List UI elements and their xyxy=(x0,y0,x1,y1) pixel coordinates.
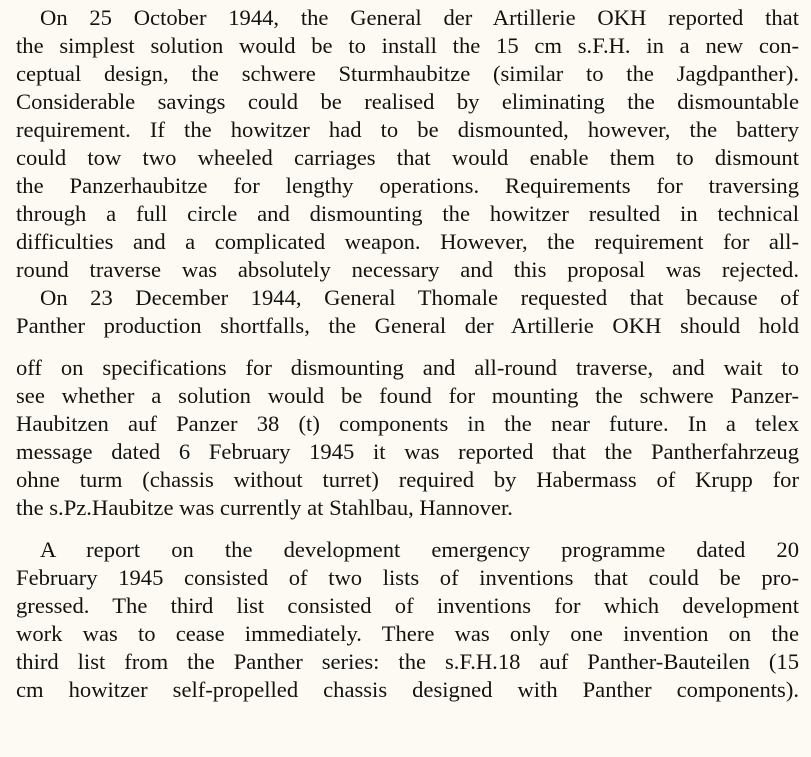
paragraph-1-line-6: could tow two wheeled carriages that would enable them to dismount xyxy=(16,145,799,170)
paragraph-3-line-1: A report on the development emergency programme dated 20 xyxy=(40,537,799,562)
paragraph-3-line-6: cm howitzer self-propelled chassis designed with Panther components). xyxy=(16,677,799,702)
paragraph-3-line-2: February 1945 consisted of two lists of inventions that could be pro- xyxy=(16,565,799,590)
paragraph-2-line-1: On 23 December 1944, General Thomale requested that because of xyxy=(40,285,799,310)
paragraph-1-line-4: Considerable savings could be realised by eliminating the dismountable xyxy=(16,89,799,114)
paragraph-1-line-3: ceptual design, the schwere Sturmhaubitze (similar to the Jagdpanther). xyxy=(16,61,799,86)
paragraph-1-line-5: requirement. If the howitzer had to be dismounted, however, the battery xyxy=(16,117,799,142)
paragraph-2-line-4: see whether a solution would be found for mounting the schwere Panzer- xyxy=(16,383,799,408)
paragraph-2-line-2: Panther production shortfalls, the General der Artillerie OKH should hold xyxy=(16,313,799,338)
paragraph-2-line-5: Haubitzen auf Panzer 38 (t) components in the near future. In a telex xyxy=(16,411,799,436)
paragraph-1-line-1: On 25 October 1944, the General der Artillerie OKH reported that xyxy=(40,5,799,30)
paragraph-2-line-6: message dated 6 February 1945 it was reported that the Pantherfahrzeug xyxy=(16,439,799,464)
paragraph-1-line-10: round traverse was absolutely necessary and this proposal was rejected. xyxy=(16,257,799,282)
paragraph-2-line-7: ohne turm (chassis without turret) required by Habermass of Krupp for xyxy=(16,467,799,492)
paragraph-1-line-7: the Panzerhaubitze for lengthy operations. Requirements for traversing xyxy=(16,173,799,198)
paragraph-1-line-2: the simplest solution would be to install the 15 cm s.F.H. in a new con- xyxy=(16,33,799,58)
paragraph-1-line-8: through a full circle and dismounting the howitzer resulted in technical xyxy=(16,201,799,226)
paragraph-3-line-5: third list from the Panther series: the s.F.H.18 auf Panther-Bauteilen (15 xyxy=(16,649,799,674)
paragraph-1-line-9: difficulties and a complicated weapon. However, the requirement for all- xyxy=(16,229,799,254)
paragraph-2-line-3: off on specifications for dismounting and all-round traverse, and wait to xyxy=(16,355,799,380)
paragraph-3-line-3: gressed. The third list consisted of inventions for which development xyxy=(16,593,799,618)
paragraph-3-line-4: work was to cease immediately. There was only one invention on the xyxy=(16,621,799,646)
paragraph-2-line-8: the s.Pz.Haubitze was currently at Stahlbau, Hannover. xyxy=(16,495,513,520)
